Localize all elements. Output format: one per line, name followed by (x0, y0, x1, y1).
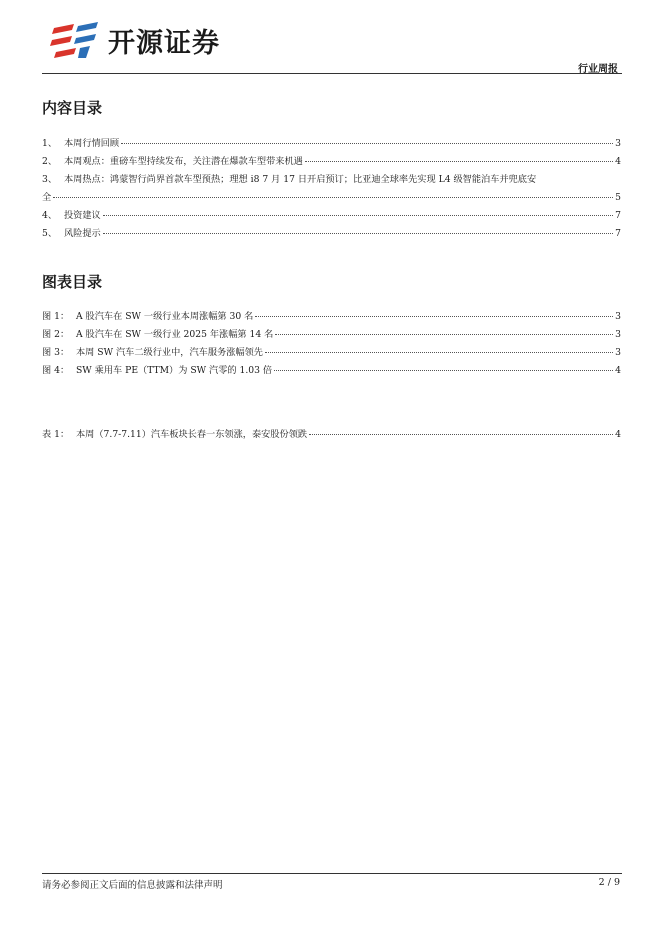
toc-item-page: 7 (615, 228, 621, 239)
figures-list (42, 308, 621, 380)
brand-name: 开源证券 (108, 27, 220, 59)
figures-title: 图表目录 (42, 273, 103, 291)
toc-item[interactable] (42, 207, 621, 225)
toc-item[interactable] (42, 135, 621, 153)
toc-leader (53, 196, 613, 198)
toc-leader (305, 160, 613, 162)
toc-item-number: 3、 (42, 174, 58, 185)
toc-leader (255, 315, 613, 317)
figure-item-text: A 股汽车在 SW 一级行业本周涨幅第 30 名 (76, 311, 254, 322)
toc-leader (309, 433, 613, 435)
brand-logo (50, 20, 220, 60)
figure-item-number: 图 2： (42, 329, 70, 340)
figure-item[interactable] (42, 308, 621, 326)
toc-item[interactable] (42, 171, 621, 207)
figure-item-page: 4 (615, 365, 621, 376)
contents-list (42, 135, 621, 243)
figure-item-text: SW 乘用车 PE（TTM）为 SW 汽零的 1.03 倍 (76, 365, 273, 376)
page-header (0, 0, 662, 80)
toc-leader (265, 351, 613, 353)
toc-leader (275, 333, 613, 335)
table-item-page: 4 (615, 429, 621, 440)
table-item[interactable] (42, 426, 621, 444)
toc-leader (121, 142, 613, 144)
toc-leader (274, 369, 613, 371)
toc-item-number: 2、 (42, 156, 58, 167)
figure-item-page: 3 (615, 329, 621, 340)
footer-divider (42, 873, 622, 874)
figure-item-page: 3 (615, 311, 621, 322)
figure-item-text: 本周 SW 汽车二级行业中，汽车服务涨幅领先 (76, 347, 263, 358)
figure-item-text: A 股汽车在 SW 一级行业 2025 年涨幅第 14 名 (76, 329, 274, 340)
toc-item-text: 本周行情回顾 (64, 138, 120, 149)
table-item-number: 表 1： (42, 429, 70, 440)
tables-list (42, 426, 621, 444)
page-number: 2 / 9 (598, 877, 620, 888)
toc-item-number: 4、 (42, 210, 58, 221)
figure-item-page: 3 (615, 347, 621, 358)
toc-leader (103, 214, 613, 216)
report-type: 行业周报 (578, 64, 618, 75)
figure-item[interactable] (42, 362, 621, 380)
contents-title: 内容目录 (42, 99, 103, 117)
toc-item-page: 3 (615, 138, 621, 149)
toc-item-number: 5、 (42, 228, 58, 239)
toc-item-page: 7 (615, 210, 621, 221)
table-item-text: 本周（7.7-7.11）汽车板块长春一东领涨，泰安股份领跌 (76, 429, 308, 440)
figure-item-number: 图 4： (42, 365, 70, 376)
header-divider (42, 73, 622, 74)
footer-disclaimer: 请务必参阅正文后面的信息披露和法律声明 (42, 880, 223, 891)
figure-item[interactable] (42, 344, 621, 362)
toc-item[interactable] (42, 153, 621, 171)
brand-mark-icon (50, 20, 102, 60)
toc-item-text: 本周热点：鸿蒙智行尚界首款车型预热；理想 i8 7 月 17 日开启预订；比亚迪全球率先实现 L4 级智能泊车并兜底安 (64, 174, 537, 185)
toc-item[interactable] (42, 225, 621, 243)
figure-item[interactable] (42, 326, 621, 344)
toc-leader (103, 232, 613, 234)
toc-item-text: 风险提示 (64, 228, 101, 239)
toc-item-text: 投资建议 (64, 210, 101, 221)
figure-item-number: 图 3： (42, 347, 70, 358)
toc-item-page: 4 (615, 156, 621, 167)
toc-item-number: 1、 (42, 138, 58, 149)
toc-item-text-continued: 全 (42, 192, 52, 203)
toc-item-page: 5 (615, 192, 621, 203)
toc-item-text: 本周观点：重磅车型持续发布，关注潜在爆款车型带来机遇 (64, 156, 303, 167)
figure-item-number: 图 1： (42, 311, 70, 322)
